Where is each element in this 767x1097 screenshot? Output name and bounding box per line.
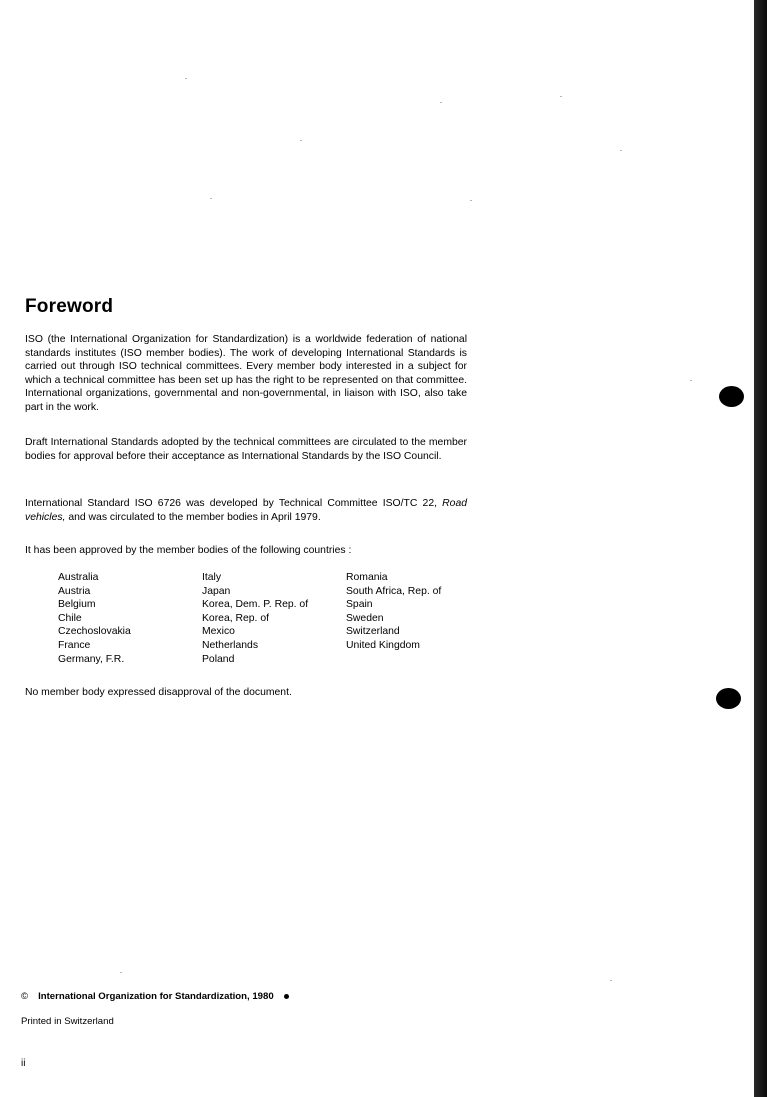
country-item: Belgium	[58, 599, 96, 611]
country-item: Germany, F.R.	[58, 653, 125, 665]
country-item: Italy	[202, 572, 222, 583]
page-title: Foreword	[25, 296, 114, 317]
country-item: Chile	[58, 612, 82, 624]
country-item: Sweden	[346, 612, 384, 624]
paragraph-iso-intro: ISO (the International Organization for Standardization) is a worldwide federation of national standards institutes (ISO member bodies). The work of developing International Standards is carried out through ISO technical committees. Every member body interested in a subject for which a technical committee has been set up has the right to be represented on that committee. International organizations, governmental and non-governmental, in liaison with ISO, also take part in the work.	[25, 334, 467, 413]
country-item: Poland	[202, 653, 235, 665]
copyright-line	[21, 991, 289, 1002]
scan-speck	[560, 96, 562, 97]
committee-name-italic: Road vehicles,	[25, 498, 467, 523]
paragraph-standard-origin	[25, 497, 467, 524]
paragraph-disapproval: No member body expressed disapproval of the document.	[25, 687, 292, 698]
punch-hole-icon	[716, 688, 741, 709]
country-item: Austria	[58, 585, 91, 597]
bullet-dot-icon	[284, 994, 289, 999]
country-item: Switzerland	[346, 626, 400, 638]
paragraph-approval: It has been approved by the member bodies of the following countries :	[25, 545, 352, 556]
scan-speck	[690, 380, 692, 381]
country-item: Spain	[346, 599, 373, 611]
scan-speck	[185, 78, 187, 79]
scan-speck	[440, 102, 442, 103]
origin-text-start: International Standard ISO 6726 was developed by Technical Committee ISO/TC 22,	[25, 498, 443, 509]
country-column-3	[346, 571, 441, 653]
country-column-1	[58, 571, 131, 666]
scan-speck	[120, 972, 122, 973]
scan-speck	[620, 150, 622, 151]
paragraph-draft-standards: Draft International Standards adopted by the technical committees are circulated to the member bodies for approval before their acceptance as International Standards by the ISO Council.	[25, 437, 467, 462]
country-item: Czechoslovakia	[58, 626, 131, 638]
country-item: France	[58, 639, 91, 651]
country-item: Korea, Dem. P. Rep. of	[202, 599, 309, 611]
printed-location: Printed in Switzerland	[21, 1016, 114, 1027]
country-item: Netherlands	[202, 639, 259, 651]
copyright-icon: ©	[21, 991, 29, 1002]
scan-speck	[470, 200, 472, 201]
page-number: ii	[21, 1058, 26, 1069]
country-item: Romania	[346, 572, 388, 583]
scan-edge-shadow	[754, 0, 767, 1097]
country-item: Mexico	[202, 626, 235, 638]
scan-speck	[300, 140, 302, 141]
country-column-2	[202, 571, 308, 666]
origin-text-end: and was circulated to the member bodies in April 1979.	[65, 511, 321, 523]
punch-hole-icon	[719, 386, 744, 407]
scan-speck	[210, 198, 212, 199]
country-item: United Kingdom	[346, 639, 420, 651]
country-item: South Africa, Rep. of	[346, 585, 442, 597]
country-item: Korea, Rep. of	[202, 612, 270, 624]
scan-speck	[610, 980, 612, 981]
copyright-text: International Organization for Standardization, 1980	[38, 991, 274, 1002]
country-item: Japan	[202, 585, 231, 597]
country-item: Australia	[58, 572, 99, 583]
